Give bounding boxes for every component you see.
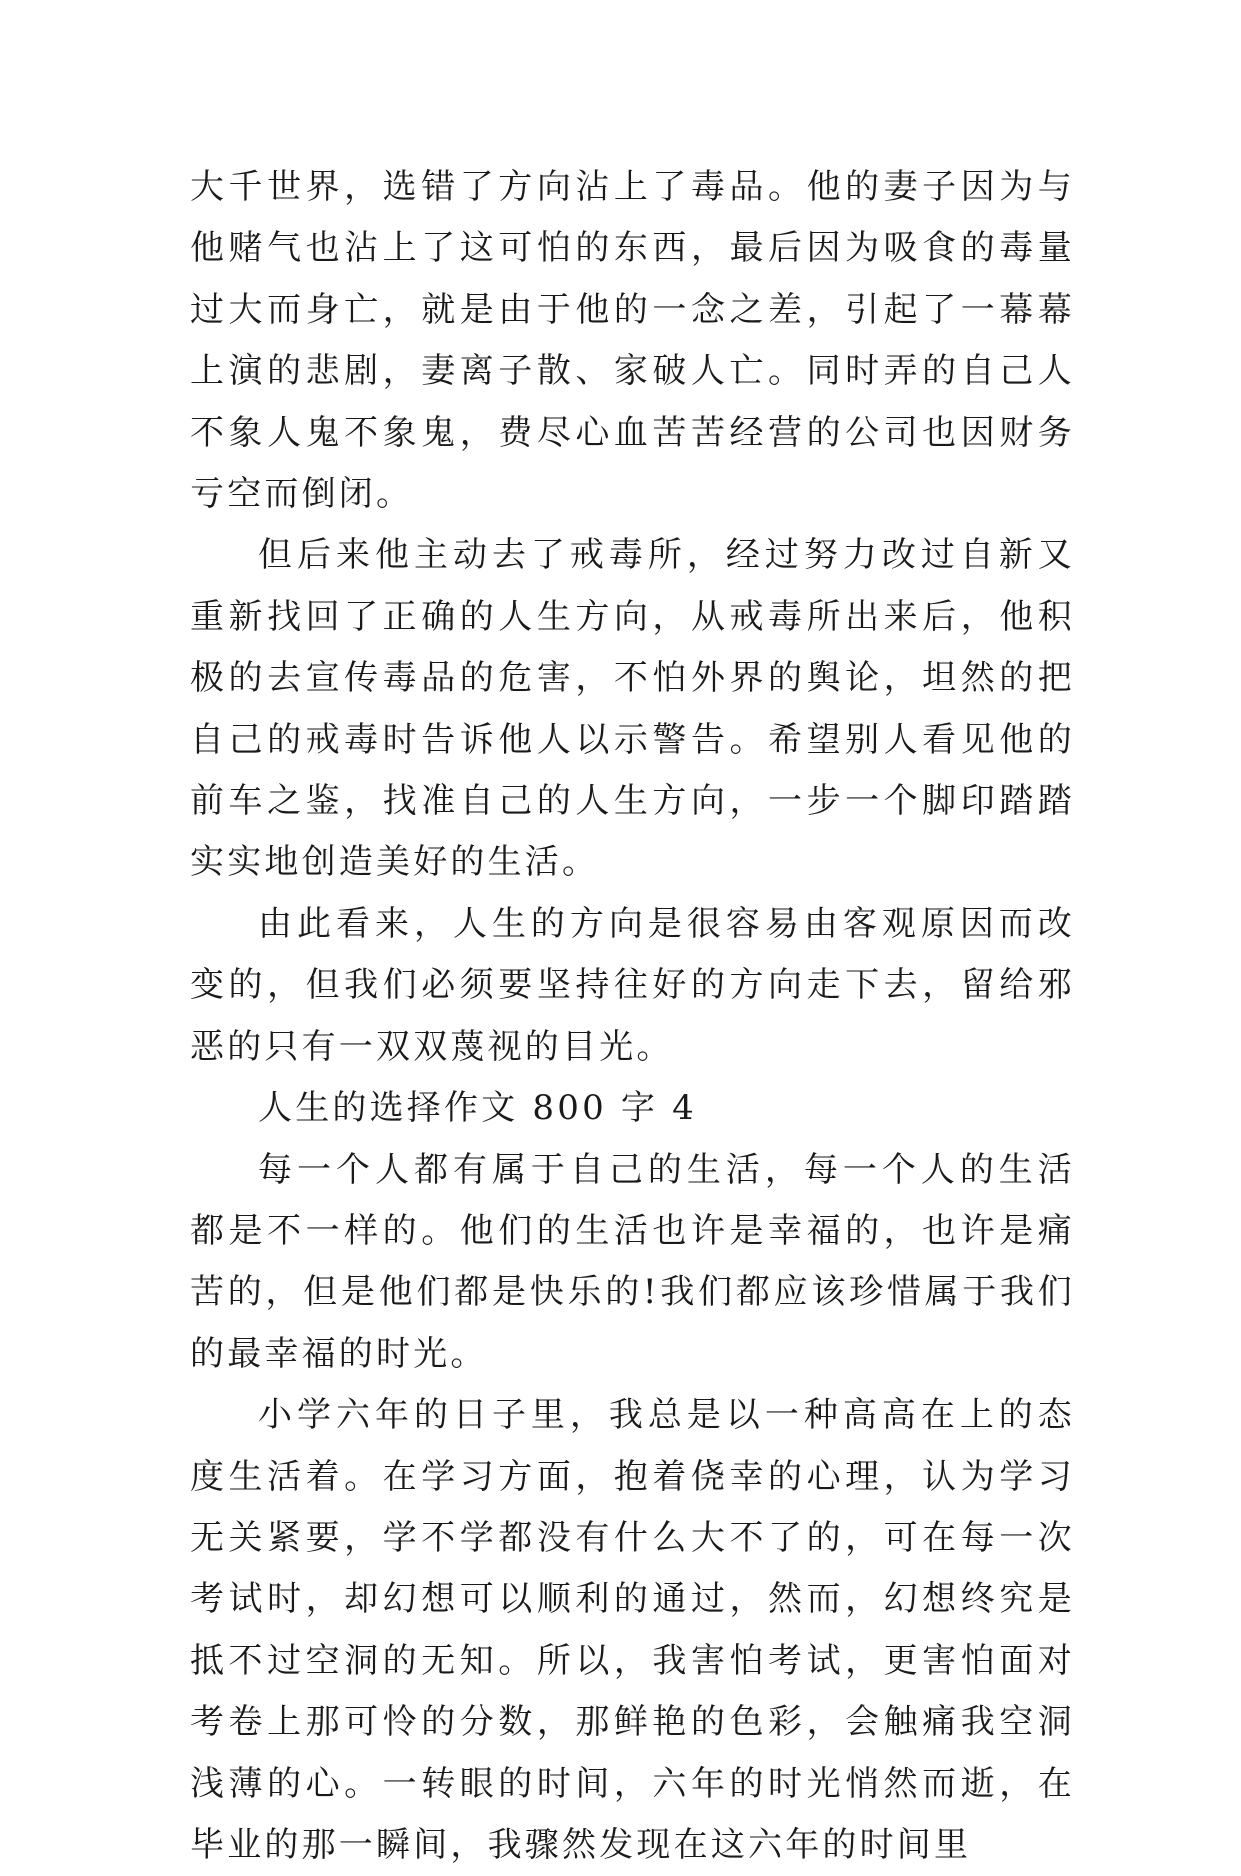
paragraph-3: 由此看来，人生的方向是很容易由客观原因而改变的，但我们必须要坚持往好的方向走下去，留给邪恶的只有一双双蔑视的目光。	[190, 903, 1075, 1067]
document-body	[190, 157, 1075, 1876]
paragraph-1: 大千世界，选错了方向沾上了毒品。他的妻子因为与他赌气也沾上了这可怕的东西，最后因为吸食的毒量过大而身亡，就是由于他的一念之差，引起了一幕幕上演的悲剧，妻离子散、家破人亡。同时弄的自己人不象人鬼不象鬼，费尽心血苦苦经营的公司也因财务亏空而倒闭。	[190, 167, 1075, 515]
paragraph-5: 小学六年的日子里，我总是以一种高高在上的态度生活着。在学习方面，抱着侥幸的心理，认为学习无关紧要，学不学都没有什么大不了的，可在每一次考试时，却幻想可以顺利的通过，然而，幻想终究是抵不过空洞的无知。所以，我害怕考试，更害怕面对考卷上那可怜的分数，那鲜艳的色彩，会触痛我空洞浅薄的心。一转眼的时间，六年的时光悄然而逝，在毕业的那一瞬间，我骤然发现在这六年的时间里	[190, 1395, 1075, 1865]
paragraph-4: 每一个人都有属于自己的生活，每一个人的生活都是不一样的。他们的生活也许是幸福的，也许是痛苦的，但是他们都是快乐的!我们都应该珍惜属于我们的最幸福的时光。	[190, 1149, 1075, 1374]
paragraph-2: 但后来他主动去了戒毒所，经过努力改过自新又重新找回了正确的人生方向，从戒毒所出来后，他积极的去宣传毒品的危害，不怕外界的舆论，坦然的把自己的戒毒时告诉他人以示警告。希望别人看见他的前车之鉴，找准自己的人生方向，一步一个脚印踏踏实实地创造美好的生活。	[190, 535, 1075, 883]
section-heading: 人生的选择作文 800 字 4	[258, 1088, 697, 1129]
